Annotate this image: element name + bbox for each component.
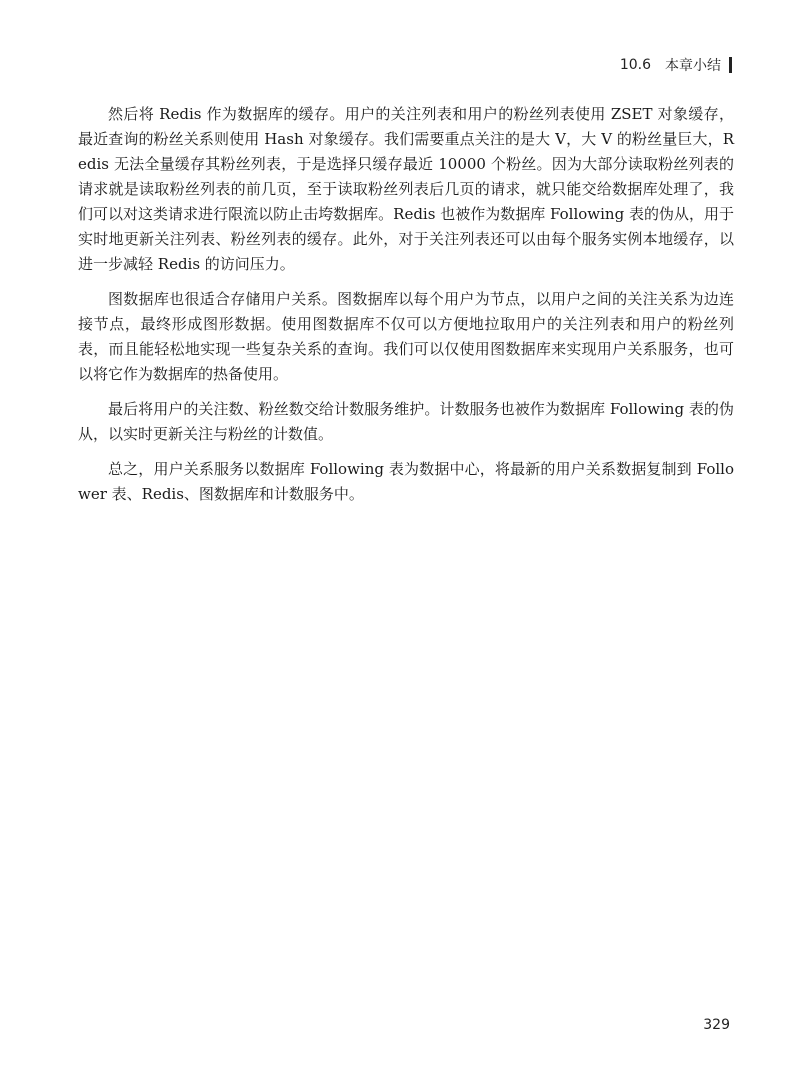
paragraph-redis-cache: 然后将 Redis 作为数据库的缓存。用户的关注列表和用户的粉丝列表使用 ZSET 对象缓存，最近查询的粉丝关系则使用 Hash 对象缓存。我们需要重点关注的是大 V，大 V 的粉丝量巨大，Redis 无法全量缓存其粉丝列表，于是选择只缓存最近 10000 个粉丝。因为大部分读取粉丝列表的请求就是读取粉丝列表的前几页，至于读取粉丝列表后几页的请求，就只能交给数据库处理了，我们可以对这类请求进行限流以防止击垮数据库。Redis 也被作为数据库 Following 表的伪从，用于实时地更新关注列表、粉丝列表的缓存。此外，对于关注列表还可以由每个服务实例本地缓存，以进一步减轻 Redis 的访问压力。 xyxy=(78,105,734,273)
page-number: 329 xyxy=(703,1017,730,1033)
section-title: 本章小结 xyxy=(665,58,721,74)
running-header xyxy=(620,55,732,75)
body-text xyxy=(78,102,734,517)
section-number: 10.6 xyxy=(619,57,651,73)
paragraph-summary: 总之，用户关系服务以数据库 Following 表为数据中心，将最新的用户关系数据复制到 Follower 表、Redis、图数据库和计数服务中。 xyxy=(78,460,734,503)
paragraph-counter-service: 最后将用户的关注数、粉丝数交给计数服务维护。计数服务也被作为数据库 Following 表的伪从，以实时更新关注与粉丝的计数值。 xyxy=(78,400,734,443)
header-divider-bar xyxy=(729,57,732,73)
paragraph-graph-database: 图数据库也很适合存储用户关系。图数据库以每个用户为节点，以用户之间的关注关系为边连接节点，最终形成图形数据。使用图数据库不仅可以方便地拉取用户的关注列表和用户的粉丝列表，而且能轻松地实现一些复杂关系的查询。我们可以仅使用图数据库来实现用户关系服务，也可以将它作为数据库的热备使用。 xyxy=(78,290,734,383)
